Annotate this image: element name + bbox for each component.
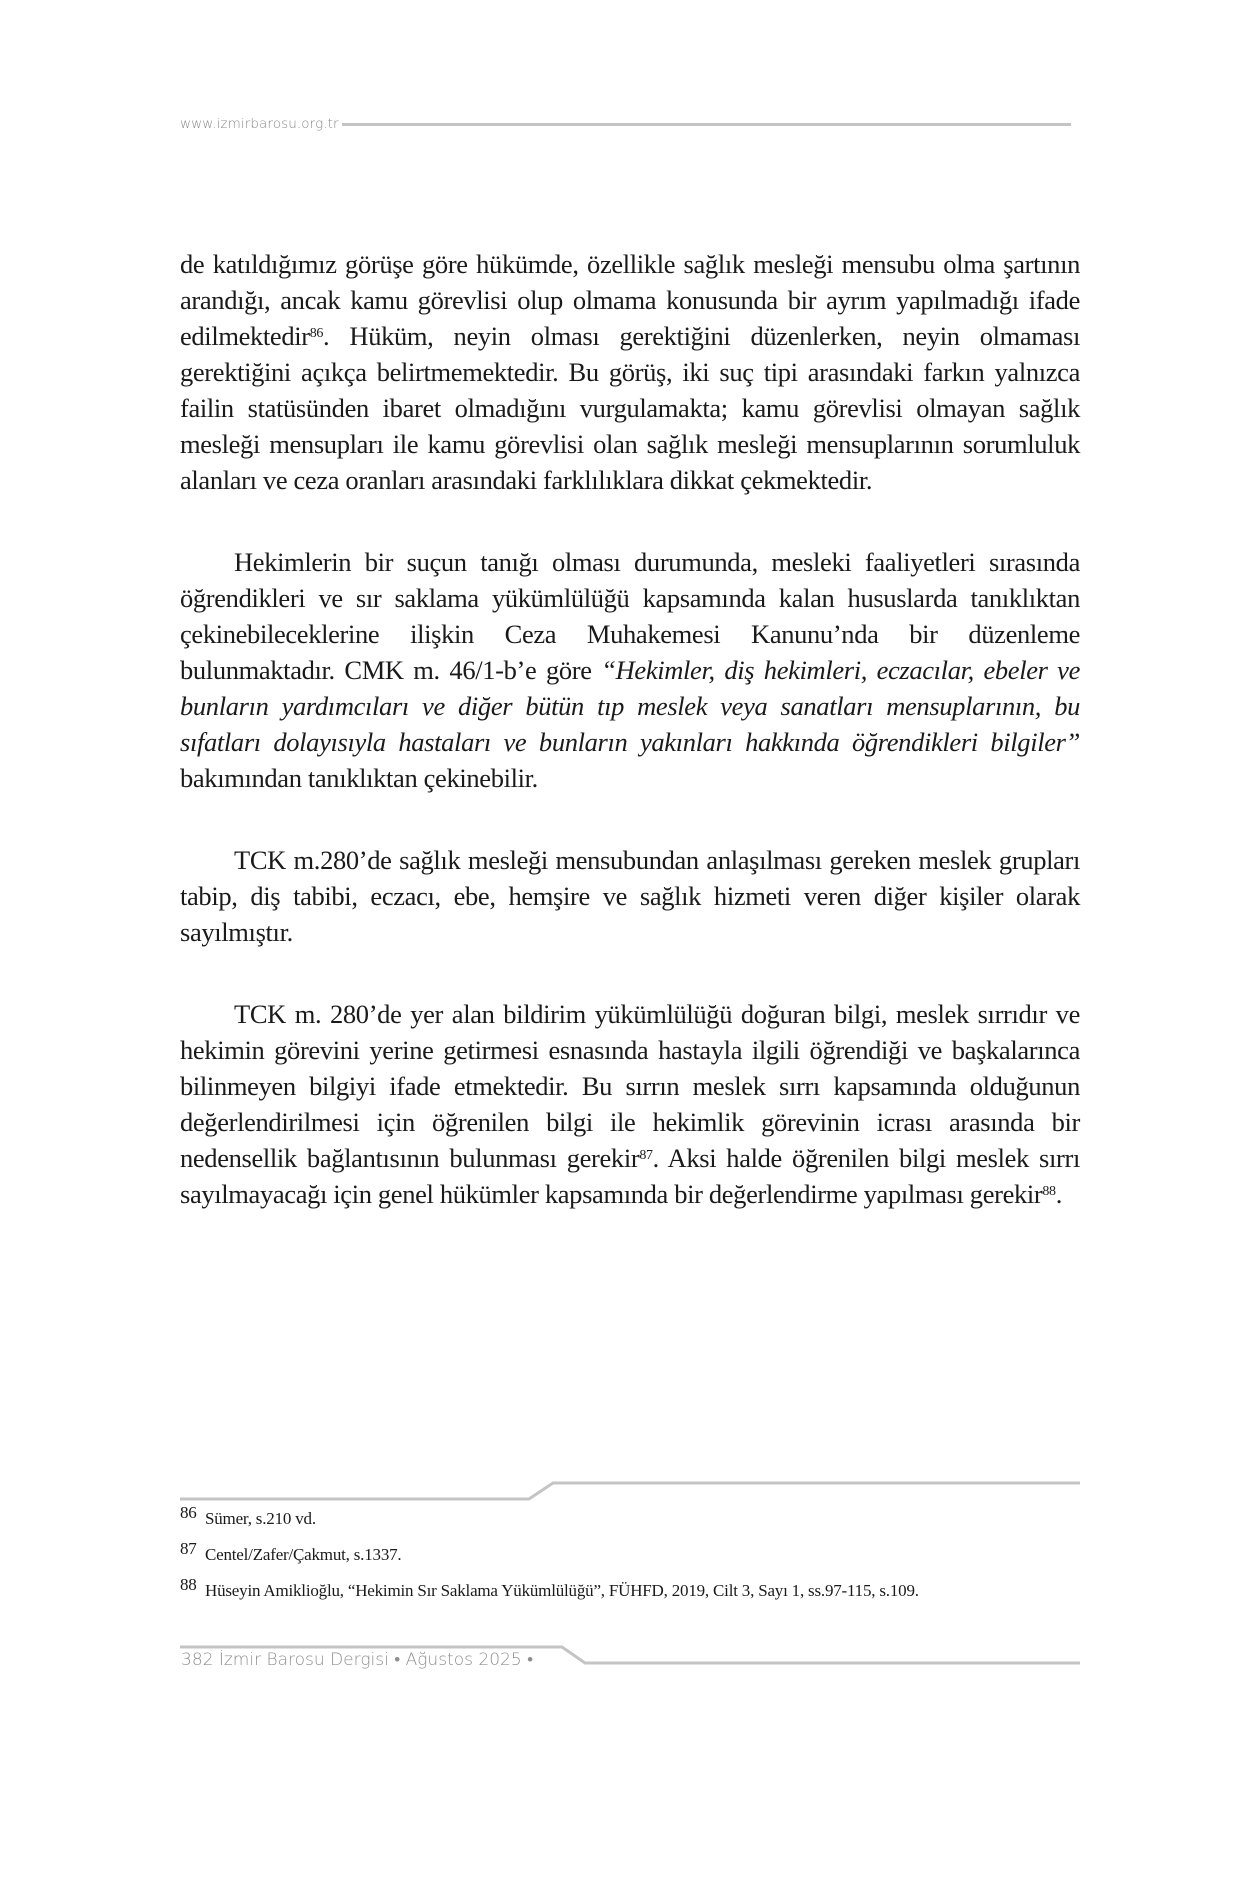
running-footer	[181, 1650, 533, 1670]
paragraph-text: TCK m.280’de sağlık mesleği mensubundan anlaşılması gereken meslek grupları tabip, diş tabibi, eczacı, ebe, hemşire ve sağlık hizmeti veren diğer kişiler olarak sayılmıştır.	[180, 845, 1080, 947]
paragraph-text: de katıldığımız görüşe göre hükümde, özellikle sağlık mesleği mensubu olma şartının arandığı, ancak kamu görevlisi olup olmama konusunda bir ayrım yapılmadığı ifade edilmektedir	[180, 249, 1080, 351]
header-url: www.izmirbarosu.org.tr	[180, 116, 339, 132]
page-number: 382	[181, 1650, 214, 1670]
quoted-text: “Hekimler, diş hekimleri, eczacılar, ebeler ve bunların yardımcıları ve diğer bütün tıp meslek veya sanatları mensuplarının, bu sıfatları dolayısıyla hastaları ve bunların yakınları hakkında öğrendikleri bilgiler”	[180, 655, 1080, 757]
paragraph	[180, 842, 1080, 950]
footnote-text: Hüseyin Amiklioğlu, “Hekimin Sır Saklama Yükümlülüğü”, FÜHFD, 2019, Cilt 3, Sayı 1, ss.97-115, s.109.	[205, 1581, 919, 1600]
separator-dot: •	[394, 1650, 401, 1670]
paragraph-text: TCK m. 280’de yer alan bildirim yükümlülüğü doğuran bilgi, meslek sırrıdır ve hekimin görevini yerine getirmesi esnasında hastayla ilgili öğrendiği ve başkalarınca bilinmeyen bilgiyi ifade etmektedir. Bu sırrın meslek sırrı kapsamında olduğunun değerlendirilmesi için öğrenilen bilgi ile hekimlik görevinin icrası arasında bir nedensellik bağlantısının bulunması gerekir	[180, 999, 1080, 1173]
footnote-reference[interactable]: 87	[639, 1148, 653, 1164]
footnote-text: Sümer, s.210 vd.	[205, 1509, 316, 1528]
paragraph	[180, 996, 1080, 1212]
footnote-86	[180, 1503, 1080, 1530]
paragraph	[180, 246, 1080, 498]
footnote-reference[interactable]: 88	[1042, 1184, 1056, 1200]
header-rule	[342, 123, 1071, 126]
paragraph	[180, 544, 1080, 796]
journal-title: İzmir Barosu Dergisi	[218, 1650, 389, 1670]
footnote-text: Centel/Zafer/Çakmut, s.1337.	[205, 1545, 402, 1564]
footnote-reference[interactable]: 86	[309, 326, 324, 342]
separator-dot: •	[527, 1650, 534, 1670]
footnotes	[180, 1503, 1080, 1616]
paragraph-text: .	[1055, 1179, 1062, 1209]
paragraph-text: Hekimlerin bir suçun tanığı olması durumunda, mesleki faaliyetleri sırasında öğrendikleri ve sır saklama yükümlülüğü kapsamında kalan hususlarda tanıklıktan çekinebileceklerine ilişkin Ceza Muhakemesi Kanunu’nda bir düzenleme bulunmaktadır. CMK m. 46/1-b’e göre	[180, 547, 1080, 685]
paragraph-text: bakımından tanıklıktan çekinebilir.	[180, 763, 538, 793]
footnote-number: 88	[180, 1575, 197, 1594]
footnote-88	[180, 1575, 1080, 1602]
body-text	[180, 246, 1080, 1258]
footnote-divider	[180, 1478, 1080, 1504]
footnote-number: 86	[180, 1503, 197, 1522]
paragraph-text: . Hüküm, neyin olması gerektiğini düzenlerken, neyin olmaması gerektiğini açıkça belirtmemektedir. Bu görüş, iki suç tipi arasındaki farkın yalnızca failin statüsünden ibaret olmadığını vurgulamakta; kamu görevlisi olmayan sağlık mesleği mensupları ile kamu görevlisi olan sağlık mesleği mensuplarının sorumluluk alanları ve ceza oranları arasındaki farklılıklara dikkat çekmektedir.	[180, 321, 1080, 495]
running-header	[180, 112, 1071, 136]
issue-date: Ağustos 2025	[405, 1650, 522, 1670]
footnote-number: 87	[180, 1539, 197, 1558]
paragraph-text: . Aksi halde öğrenilen bilgi meslek sırrı sayılmayacağı için genel hükümler kapsamında bir değerlendirme yapılması gerekir	[180, 1143, 1080, 1209]
footnote-87	[180, 1539, 1080, 1566]
